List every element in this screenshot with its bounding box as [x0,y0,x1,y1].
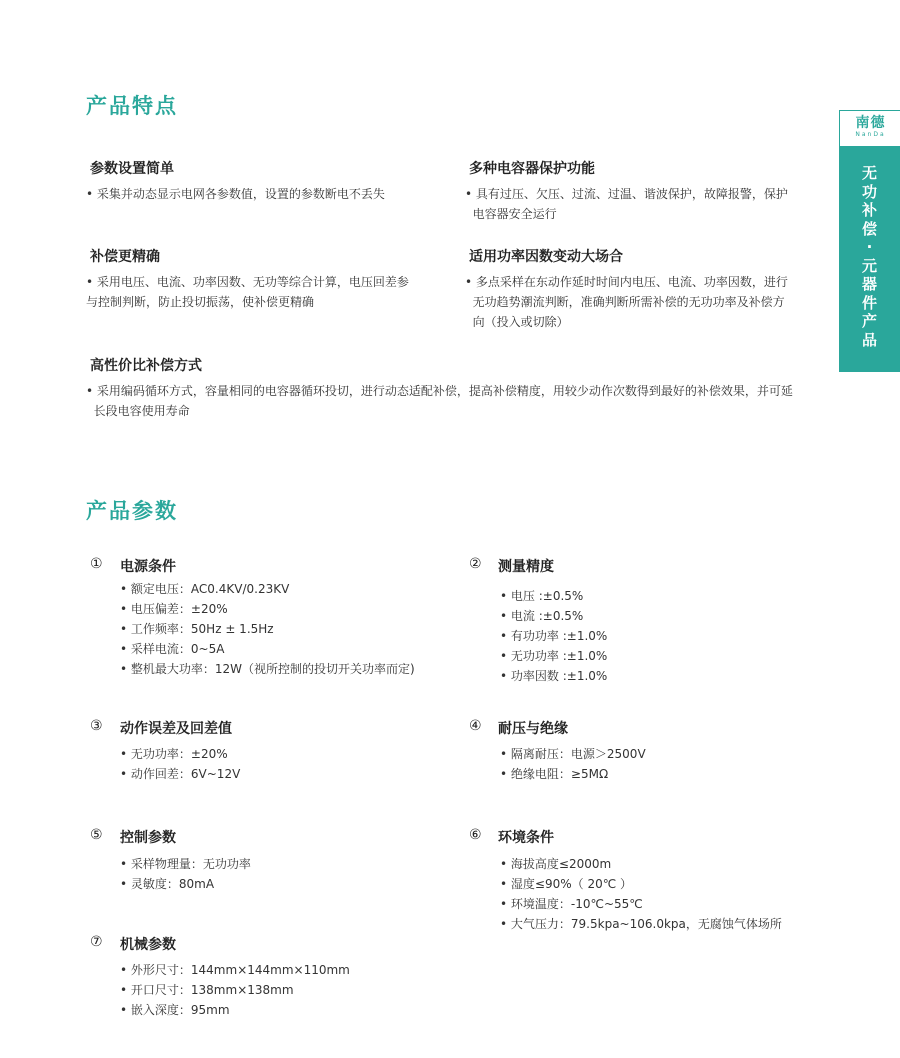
param-group-heading: 耐压与绝缘 [498,721,568,737]
category-char: 元 [861,256,877,275]
category-char: 器 [861,275,877,293]
category-side-tab [839,146,900,372]
group-number: ⑦ [90,934,103,950]
feature-text: • 多点采样在东动作延时时间内电压、电流、功率因数，进行 [465,275,788,289]
param-item: • 电压偏差：±20% [120,600,228,617]
category-char: 功 [861,182,877,201]
param-item: • 嵌入深度：95mm [120,1001,230,1018]
feature-heading: 补偿更精确 [90,249,160,265]
category-char: 无 [861,164,877,182]
param-group-heading: 环境条件 [498,830,554,846]
brand-name-cn: 南德 [855,115,886,131]
feature-heading: 多种电容器保护功能 [469,161,595,177]
param-item: • 隔离耐压：电源＞2500V [500,745,646,762]
group-number: ③ [90,718,103,734]
category-char: 件 [861,293,877,312]
category-char: 品 [861,330,877,349]
param-item: • 湿度≤90%（ 20℃ ） [500,875,632,892]
param-item: • 海拔高度≤2000m [500,855,611,872]
param-item: • 额定电压：AC0.4KV/0.23KV [120,580,289,597]
category-char: · [866,238,873,256]
category-label [839,164,900,349]
param-group-heading: 测量精度 [498,559,554,575]
param-item: • 开口尺寸：138mm×138mm [120,981,294,998]
group-number: ① [90,556,103,572]
feature-text: 向（投入或切除） [465,315,569,329]
param-item: • 无功功率：±20% [120,745,228,762]
param-item: • 整机最大功率：12W（视所控制的投切开关功率而定) [120,660,415,677]
category-char: 补 [861,201,877,219]
param-item: • 功率因数 :±1.0% [500,667,607,684]
param-group-heading: 机械参数 [120,937,176,953]
param-item: • 动作回差：6V~12V [120,765,240,782]
category-char: 偿 [861,219,877,238]
param-item: • 采样物理量：无功功率 [120,855,251,872]
feature-text: 无功趋势潮流判断，准确判断所需补偿的无功功率及补偿方 [465,295,785,309]
param-item: • 电流 :±0.5% [500,607,583,624]
features-title: 产品特点 [86,94,178,118]
param-item: • 绝缘电阻：≥5MΩ [500,765,608,782]
param-item: • 无功功率 :±1.0% [500,647,607,664]
feature-text: • 采用电压、电流、功率因数、无功等综合计算，电压回差参 [86,275,409,289]
feature-text: • 采用编码循环方式，容量相同的电容器循环投切，进行动态适配补偿，提高补偿精度，用较少动作次数得到最好的补偿效果，并可延 [86,384,793,398]
brand-logo [839,110,900,148]
category-char: 产 [861,312,877,330]
param-item: • 外形尺寸：144mm×144mm×110mm [120,961,350,978]
param-item: • 采样电流：0~5A [120,640,224,657]
brand-name-en: NanDa [855,131,886,138]
group-number: ④ [469,718,482,734]
feature-text: • 采集并动态显示电网各参数值，设置的参数断电不丢失 [86,187,385,201]
feature-heading: 参数设置简单 [90,161,174,177]
param-group-heading: 动作误差及回差值 [120,721,232,737]
param-group-heading: 电源条件 [120,559,176,575]
group-number: ② [469,556,482,572]
feature-text: 与控制判断，防止投切振荡，使补偿更精确 [86,295,315,309]
param-item: • 有功功率 :±1.0% [500,627,607,644]
param-item: • 工作频率：50Hz ± 1.5Hz [120,620,274,637]
param-item: • 大气压力：79.5kpa~106.0kpa，无腐蚀气体场所 [500,915,782,932]
feature-heading: 适用功率因数变动大场合 [469,249,623,265]
group-number: ⑤ [90,827,103,843]
params-title: 产品参数 [86,499,178,523]
param-item: • 灵敏度：80mA [120,875,214,892]
feature-text: 电容器安全运行 [465,207,557,221]
feature-heading: 高性价比补偿方式 [90,358,202,374]
param-item: • 环境温度：-10℃~55℃ [500,895,643,912]
feature-text: 长段电容使用寿命 [86,404,190,418]
param-group-heading: 控制参数 [120,830,176,846]
param-item: • 电压 :±0.5% [500,587,583,604]
feature-text: • 具有过压、欠压、过流、过温、谐波保护，故障报警，保护 [465,187,788,201]
group-number: ⑥ [469,827,482,843]
